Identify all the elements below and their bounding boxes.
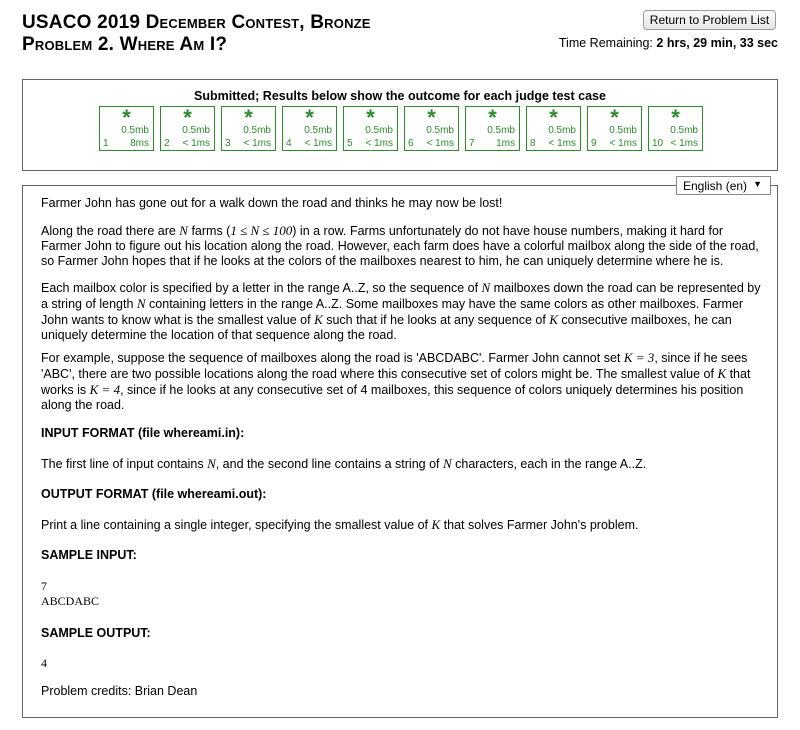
problem-credits: Problem credits: Brian Dean: [41, 684, 198, 698]
test-case-number: 10: [652, 138, 664, 149]
pass-star-icon: *: [488, 105, 497, 130]
math-n: N: [136, 296, 146, 311]
text-span: ) in a row. Farms unfortunately do not have house numbers, making it hard for Farmer John to figure out his location along the road. However, each farm does have a colorful mailbox along the side of the road, so Farmer John hopes that if he looks at the colors of the mailboxes nearest to him, he can uniquely determine where he is.: [41, 224, 759, 268]
test-case-result[interactable]: [526, 106, 581, 151]
test-case-number: 4: [286, 138, 292, 149]
test-case-result[interactable]: [282, 106, 337, 151]
test-case-time: 8ms: [130, 138, 149, 149]
math-k: K: [549, 312, 558, 327]
test-case-time: < 1ms: [426, 138, 454, 149]
pass-star-icon: *: [305, 105, 314, 130]
time-remaining-label: Time Remaining:: [558, 36, 653, 50]
text-span: farms (: [187, 224, 231, 238]
test-case-result[interactable]: [465, 106, 520, 151]
text-span: The first line of input contains: [41, 457, 208, 471]
dropdown-arrow-icon: ▼: [753, 179, 762, 189]
test-case-result[interactable]: [343, 106, 398, 151]
output-format-text: [41, 517, 761, 533]
pass-star-icon: *: [122, 105, 131, 130]
test-case-number: 6: [408, 138, 414, 149]
problem-paragraph-1: [41, 223, 761, 269]
test-case-memory: 0.5mb: [609, 125, 637, 136]
math-k: K: [717, 366, 727, 381]
test-case-number: 9: [591, 138, 597, 149]
math-k: K: [314, 312, 323, 327]
test-case-memory: 0.5mb: [182, 125, 210, 136]
test-case-memory: 0.5mb: [304, 125, 332, 136]
test-case-result[interactable]: [160, 106, 215, 151]
math-n: N: [442, 456, 452, 471]
sample-output-heading: SAMPLE OUTPUT:: [41, 626, 151, 640]
test-case-time: 1ms: [496, 138, 515, 149]
math-n: N: [179, 223, 188, 238]
problem-paragraph-2: [41, 280, 761, 343]
input-format-text: [41, 456, 761, 472]
pass-star-icon: *: [244, 105, 253, 130]
pass-star-icon: *: [671, 105, 680, 130]
test-case-memory: 0.5mb: [365, 125, 393, 136]
pass-star-icon: *: [427, 105, 436, 130]
test-case-time: < 1ms: [182, 138, 210, 149]
pass-star-icon: *: [183, 105, 192, 130]
test-case-time: < 1ms: [609, 138, 637, 149]
test-case-result[interactable]: [587, 106, 642, 151]
test-case-number: 2: [164, 138, 170, 149]
test-case-result[interactable]: [648, 106, 703, 151]
title-line-2: Problem 2. Where Am I?: [22, 34, 228, 55]
results-panel: [22, 79, 778, 171]
test-case-memory: 0.5mb: [670, 125, 698, 136]
text-span: For example, suppose the sequence of mailboxes along the road is 'ABCDABC'. Farmer John cannot set: [41, 351, 624, 365]
text-span: that solves Farmer John's problem.: [440, 518, 639, 532]
sample-input-line-2: ABCDABC: [41, 594, 100, 608]
test-case-number: 1: [103, 138, 109, 149]
test-case-memory: 0.5mb: [548, 125, 576, 136]
text-span: characters, each in the range A..Z.: [451, 457, 647, 471]
math-k-eq-3: K = 3: [623, 350, 655, 365]
test-case-result[interactable]: [99, 106, 154, 151]
test-case-result[interactable]: [404, 106, 459, 151]
text-span: , since if he sees 'ABC', there are two possible locations along the road where this consecutive set of colors might be. The smallest value of: [41, 351, 748, 381]
text-span: containing letters in the range A..Z. Some mailboxes may have the same colors as other mailboxes. Farmer John wants to know what is the smallest value of: [41, 297, 744, 327]
math-k-eq-4: K = 4: [89, 382, 121, 397]
text-span: Each mailbox color is specified by a letter in the range A..Z, so the sequence of: [41, 281, 482, 295]
language-value: English (en): [683, 179, 748, 193]
problem-paragraph-3: [41, 350, 761, 413]
test-case-memory: 0.5mb: [426, 125, 454, 136]
math-n: N: [481, 280, 491, 295]
text-span: consecutive mailboxes, he can uniquely determine the location of that sequence along the road.: [41, 313, 732, 342]
pass-star-icon: *: [610, 105, 619, 130]
test-case-number: 5: [347, 138, 353, 149]
sample-input: [41, 579, 761, 609]
test-case-result[interactable]: [221, 106, 276, 151]
text-span: that works is: [41, 367, 751, 397]
problem-intro: Farmer John has gone out for a walk down the road and thinks he may now be lost!: [41, 196, 503, 210]
sample-output-line-1: 4: [41, 656, 47, 670]
sample-output: [41, 656, 761, 671]
math-k: K: [431, 517, 441, 532]
results-heading: Submitted; Results below show the outcome for each judge test case: [194, 89, 606, 103]
pass-star-icon: *: [549, 105, 558, 130]
test-case-number: 7: [469, 138, 475, 149]
text-span: , since if he looks at any consecutive set of 4 mailboxes, this sequence of colors uniquely determines his position along the road.: [41, 383, 744, 412]
sample-input-line-1: 7: [41, 579, 47, 593]
title-line-1: USACO 2019 December Contest, Bronze: [22, 12, 371, 33]
test-case-number: 3: [225, 138, 231, 149]
test-case-time: < 1ms: [243, 138, 271, 149]
test-case-memory: 0.5mb: [487, 125, 515, 136]
return-to-problem-list-button[interactable]: Return to Problem List: [643, 10, 776, 30]
math-n: N: [207, 456, 216, 471]
problem-title: [22, 12, 371, 56]
pass-star-icon: *: [366, 105, 375, 130]
test-case-memory: 0.5mb: [243, 125, 271, 136]
text-span: , and the second line contains a string of: [215, 457, 443, 471]
output-format-heading: OUTPUT FORMAT (file whereami.out):: [41, 487, 267, 501]
time-remaining: [559, 36, 778, 50]
sample-input-heading: SAMPLE INPUT:: [41, 548, 137, 562]
test-case-time: < 1ms: [548, 138, 576, 149]
test-case-time: < 1ms: [365, 138, 393, 149]
input-format-heading: INPUT FORMAT (file whereami.in):: [41, 426, 245, 440]
test-case-time: < 1ms: [670, 138, 698, 149]
text-span: mailboxes down the road can be represented by a string of length: [41, 281, 761, 311]
math-range: 1 ≤ N ≤ 100: [230, 223, 293, 238]
time-remaining-value: 2 hrs, 29 min, 33 sec: [656, 36, 778, 50]
text-span: Along the road there are: [41, 224, 180, 238]
test-case-number: 8: [530, 138, 536, 149]
test-case-time: < 1ms: [304, 138, 332, 149]
test-case-memory: 0.5mb: [121, 125, 149, 136]
language-select[interactable]: [676, 176, 771, 195]
text-span: Print a line containing a single integer, specifying the smallest value of: [41, 518, 432, 532]
text-span: such that if he looks at any sequence of: [322, 313, 550, 327]
